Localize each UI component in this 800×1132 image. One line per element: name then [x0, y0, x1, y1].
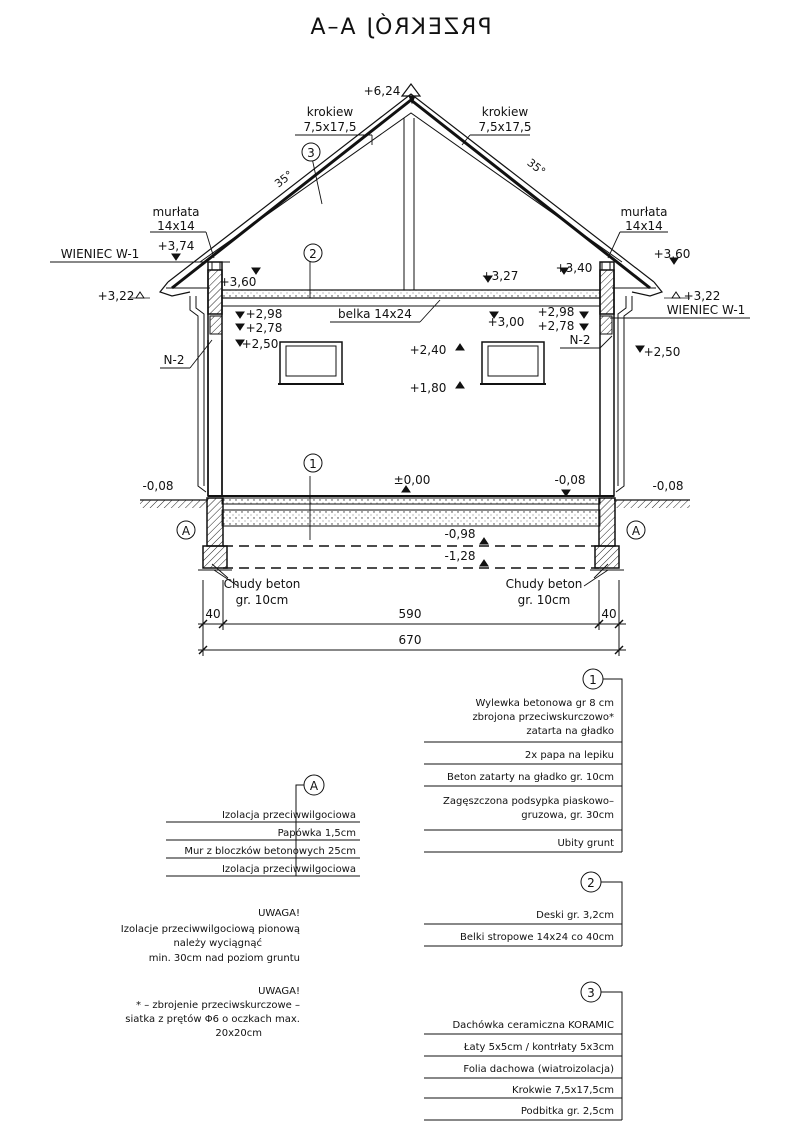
level-wall-left-1: +2,98 — [245, 307, 283, 321]
floor-slab — [208, 496, 614, 526]
legend-1-item-1: Wylewka betonowa gr 8 cm — [475, 698, 614, 709]
legend-2-item-1: Deski gr. 3,2cm — [536, 910, 614, 921]
legend-3-item-5: Podbitka gr. 2,5cm — [520, 1106, 614, 1117]
legend-3-item-2: Łaty 5x5cm / kontrłaty 5x3cm — [463, 1042, 614, 1053]
slope-right: 35° — [524, 156, 548, 179]
krokiew-right-dim: 7,5x17,5 — [478, 120, 532, 134]
dim-right: 40 — [601, 607, 617, 621]
dim-left: 40 — [205, 607, 221, 621]
legend-a-item-3: Mur z bloczków betonowych 25cm — [184, 846, 356, 857]
legend-3-item-3: Folia dachowa (wiatroizolacja) — [463, 1064, 614, 1075]
level-wall-left-2: +2,78 — [245, 321, 283, 335]
legend-1-item-6: Zagęszczona podsypka piaskowo– — [443, 796, 614, 807]
legend-a-item-4: Izolacja przeciwwilgociowa — [221, 864, 356, 875]
marker-a-right: A — [631, 524, 641, 538]
level-ceiling-right: +3,60 — [653, 247, 691, 261]
dim-middle: 590 — [398, 607, 422, 621]
level-window-bottom: +1,80 — [409, 381, 447, 395]
note-2-line-1: * – zbrojenie przeciwskurczowe – — [136, 1000, 300, 1011]
level-murlata-right: +3,40 — [555, 261, 593, 275]
level-wall-right-3: +2,50 — [643, 345, 681, 359]
murlata-left-dim: 14x14 — [157, 219, 195, 233]
level-foundation-1: -0,98 — [444, 527, 476, 541]
slope-left: 35° — [272, 168, 296, 191]
legend-a-marker: A — [309, 779, 319, 793]
legend-1-item-5: Beton zatarty na gładko gr. 10cm — [446, 772, 614, 783]
level-foundation-2: -1,28 — [444, 549, 476, 563]
murlata-right-label: murłata — [620, 205, 668, 219]
note-2-line-3: 20x20cm — [215, 1028, 262, 1039]
level-ground-inner: -0,08 — [554, 473, 586, 487]
level-wall-right-2: +2,78 — [537, 319, 575, 333]
level-floor: ±0,00 — [393, 473, 431, 487]
level-ceiling-under: +3,00 — [487, 315, 525, 329]
chudy-right-2: gr. 10cm — [517, 593, 571, 607]
chudy-right-1: Chudy beton — [505, 577, 583, 591]
notes — [121, 908, 300, 1039]
level-ridge: +6,24 — [363, 84, 401, 98]
marker-1: 1 — [309, 457, 317, 471]
level-ground-left: -0,08 — [142, 479, 174, 493]
level-ground-right: -0,08 — [652, 479, 684, 493]
legend-3-item-4: Krokwie 7,5x17,5cm — [512, 1085, 614, 1096]
chudy-left-2: gr. 10cm — [235, 593, 289, 607]
murlata-right-dim: 14x14 — [625, 219, 663, 233]
n2-left-label: N-2 — [163, 353, 185, 367]
note-1-title: UWAGA! — [258, 908, 300, 919]
dimension-texts — [205, 607, 616, 647]
marker-a-left: A — [181, 524, 191, 538]
drawing-title: PRZEKRÓJ A–A — [308, 15, 492, 40]
level-wall-right-1: +2,98 — [537, 305, 575, 319]
marker-3: 3 — [307, 146, 315, 160]
note-2-line-2: siatka z prętów Φ6 o oczkach max. — [125, 1014, 300, 1025]
legend-2-item-2: Belki stropowe 14x24 co 40cm — [460, 932, 614, 943]
note-1-line-1: Izolacje przeciwwilgociową pionową — [120, 924, 300, 935]
murlata-left-label: murłata — [152, 205, 200, 219]
right-wall — [600, 262, 614, 496]
krokiew-right-label: krokiew — [481, 105, 529, 119]
level-window-top: +2,40 — [409, 343, 447, 357]
note-1-line-3: min. 30cm nad poziom gruntu — [148, 953, 300, 964]
wieniec-right-label: WIENIEC W-1 — [666, 303, 746, 317]
legend-1 — [424, 669, 622, 852]
dim-total: 670 — [398, 633, 422, 647]
legend-3 — [424, 982, 622, 1120]
legend-2 — [424, 872, 622, 946]
marker-2: 2 — [309, 247, 317, 261]
foundation — [198, 498, 624, 570]
note-2-title: UWAGA! — [258, 986, 300, 997]
krokiew-left-dim: 7,5x17,5 — [303, 120, 357, 134]
legend-a-item-2: Papówka 1,5cm — [277, 828, 356, 839]
legend-1-item-2: zbrojona przeciwskurczowo* — [472, 712, 614, 723]
level-wall-left-3: +2,50 — [241, 337, 279, 351]
krokiew-left-label: krokiew — [306, 105, 354, 119]
level-ceiling-mid: +3,27 — [481, 269, 519, 283]
legend-3-marker: 3 — [587, 986, 595, 1000]
level-ceiling-left: +3,60 — [219, 275, 257, 289]
legend-1-marker: 1 — [589, 673, 597, 687]
legend-1-item-8: Ubity grunt — [557, 838, 614, 849]
level-eave-right: +3,22 — [683, 289, 721, 303]
legend-1-item-3: zatarta na gładko — [526, 726, 614, 737]
note-1-line-2: należy wyciągnąć — [173, 938, 262, 949]
legend-a — [166, 775, 360, 876]
left-wall — [208, 262, 222, 496]
chudy-left-1: Chudy beton — [223, 577, 301, 591]
level-eave-left: +3,22 — [97, 289, 135, 303]
legend-a-item-1: Izolacja przeciwwilgociowa — [221, 810, 356, 821]
ceiling-beam — [222, 290, 600, 306]
level-murlata-left: +3,74 — [157, 239, 195, 253]
n2-right-label: N-2 — [569, 333, 591, 347]
belka-label: belka 14x24 — [338, 307, 412, 321]
legend-1-item-4: 2x papa na lepiku — [524, 750, 614, 761]
legend-1-item-7: gruzowa, gr. 30cm — [521, 810, 614, 821]
legend-2-marker: 2 — [587, 876, 595, 890]
legend-3-item-1: Dachówka ceramiczna KORAMIC — [452, 1020, 614, 1031]
wieniec-left-label: WIENIEC W-1 — [60, 247, 140, 261]
